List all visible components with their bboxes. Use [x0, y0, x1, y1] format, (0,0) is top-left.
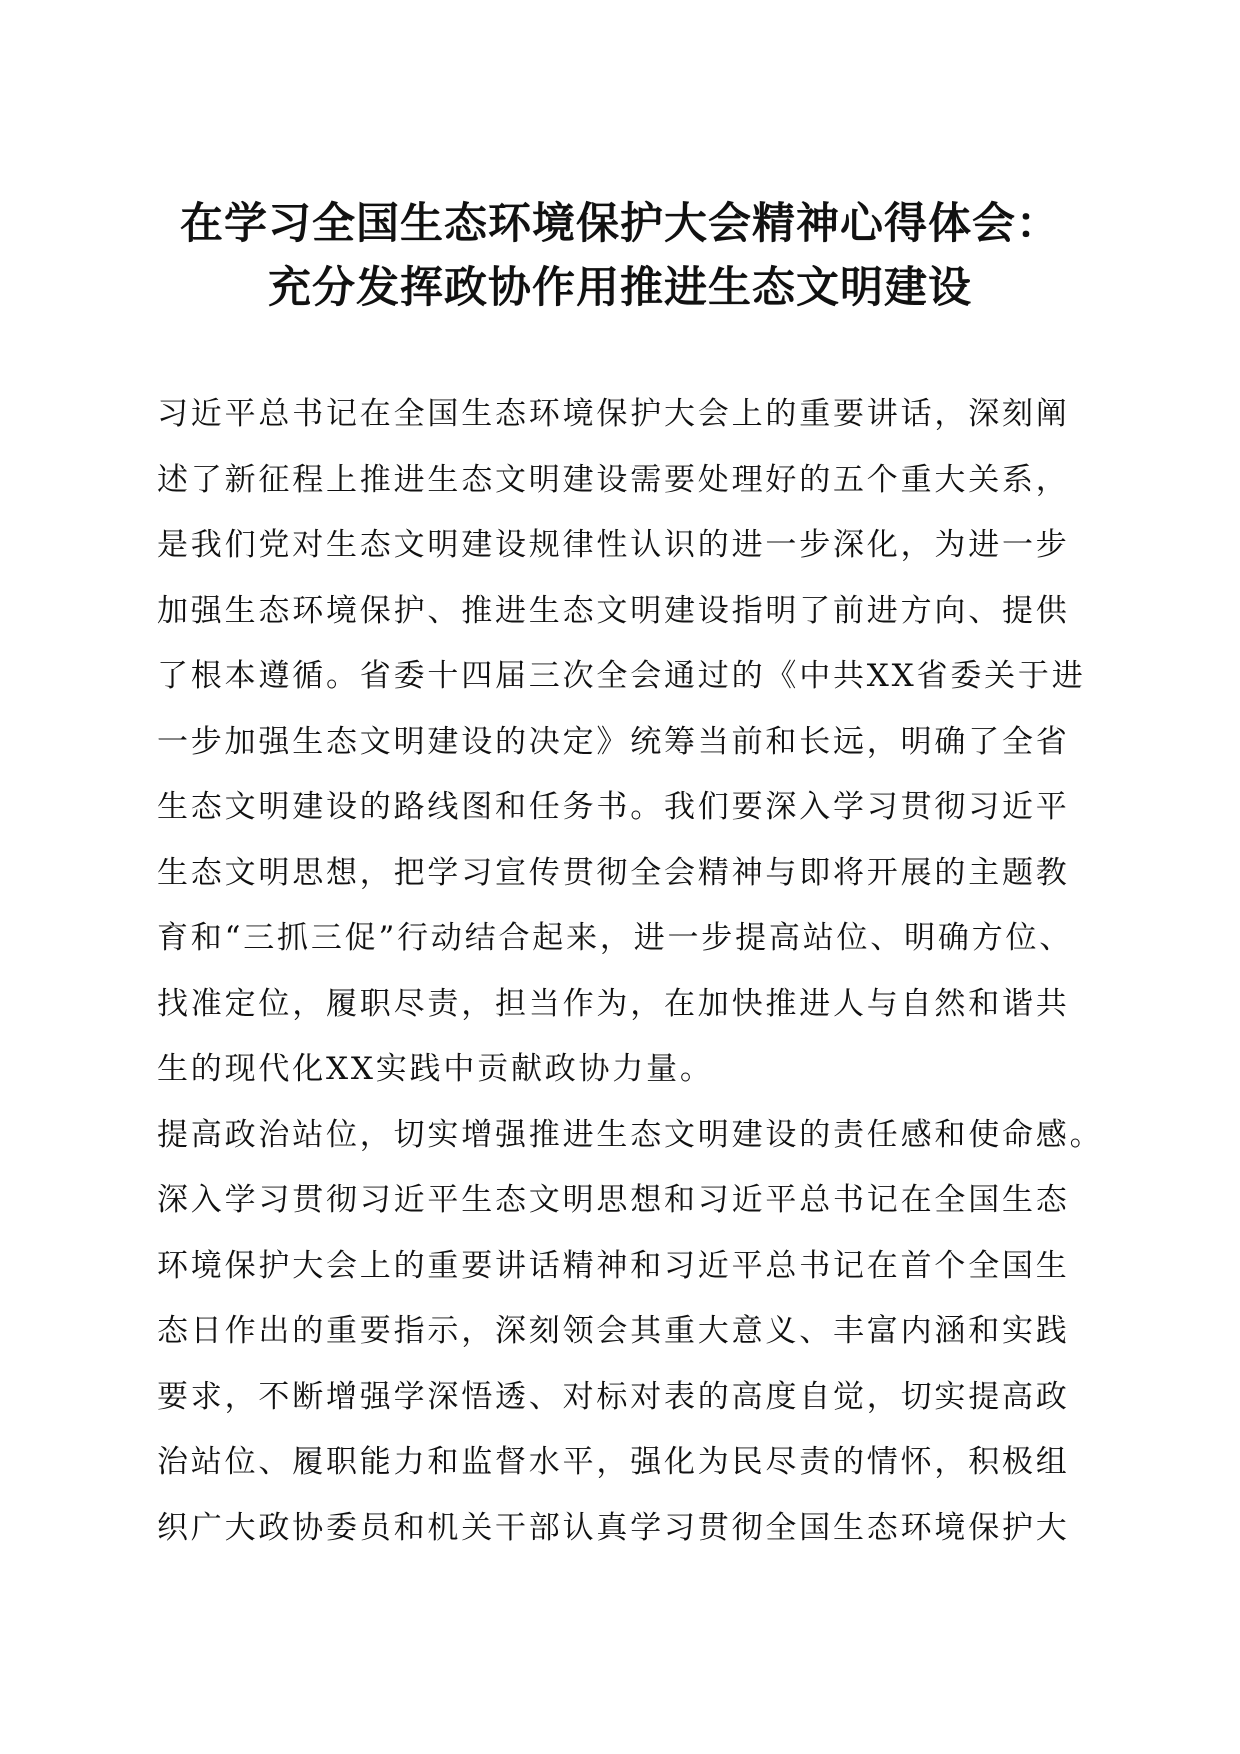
title-line-1: 在学习全国生态环境保护大会精神心得体会： — [180, 199, 1060, 249]
title-line-2: 充分发挥政协作用推进生态文明建设 — [268, 263, 972, 313]
body-line: 环境保护大会上的重要讲话精神和习近平总书记在首个全国生 — [157, 1247, 1070, 1284]
body-line: 育和“三抓三促”行动结合起来，进一步提高站位、明确方位、 — [157, 920, 1074, 956]
body-line: 加强生态环境保护、推进生态文明建设指明了前进方向、提供 — [157, 592, 1070, 629]
body-line: 找准定位，履职尽责，担当作为，在加快推进人与自然和谐共 — [157, 985, 1070, 1022]
body-line: 织广大政协委员和机关干部认真学习贯彻全国生态环境保护大 — [157, 1509, 1070, 1546]
body-line: 了根本遵循。省委十四届三次全会通过的《中共XX省委关于进 — [157, 658, 1086, 694]
body-line: 要求，不断增强学深悟透、对标对表的高度自觉，切实提高政 — [157, 1378, 1070, 1415]
body-line: 一步加强生态文明建设的决定》统筹当前和长远，明确了全省 — [157, 723, 1070, 760]
body-line: 生的现代化XX实践中贡献政协力量。 — [157, 1051, 714, 1087]
body-text — [157, 382, 1104, 1561]
body-line: 提高政治站位，切实增强推进生态文明建设的责任感和使命感。 — [157, 1116, 1104, 1153]
body-line: 生态文明建设的路线图和任务书。我们要深入学习贯彻习近平 — [157, 789, 1070, 825]
body-line: 生态文明思想，把学习宣传贯彻全会精神与即将开展的主题教 — [157, 854, 1070, 891]
body-line: 深入学习贯彻习近平生态文明思想和习近平总书记在全国生态 — [157, 1182, 1070, 1218]
body-line: 治站位、履职能力和监督水平，强化为民尽责的情怀，积极组 — [157, 1444, 1070, 1480]
body-line: 述了新征程上推进生态文明建设需要处理好的五个重大关系， — [157, 461, 1070, 498]
body-line: 态日作出的重要指示，深刻领会其重大意义、丰富内涵和实践 — [157, 1313, 1070, 1349]
body-line: 习近平总书记在全国生态环境保护大会上的重要讲话，深刻阐 — [157, 396, 1070, 432]
body-line: 是我们党对生态文明建设规律性认识的进一步深化，为进一步 — [157, 527, 1070, 563]
